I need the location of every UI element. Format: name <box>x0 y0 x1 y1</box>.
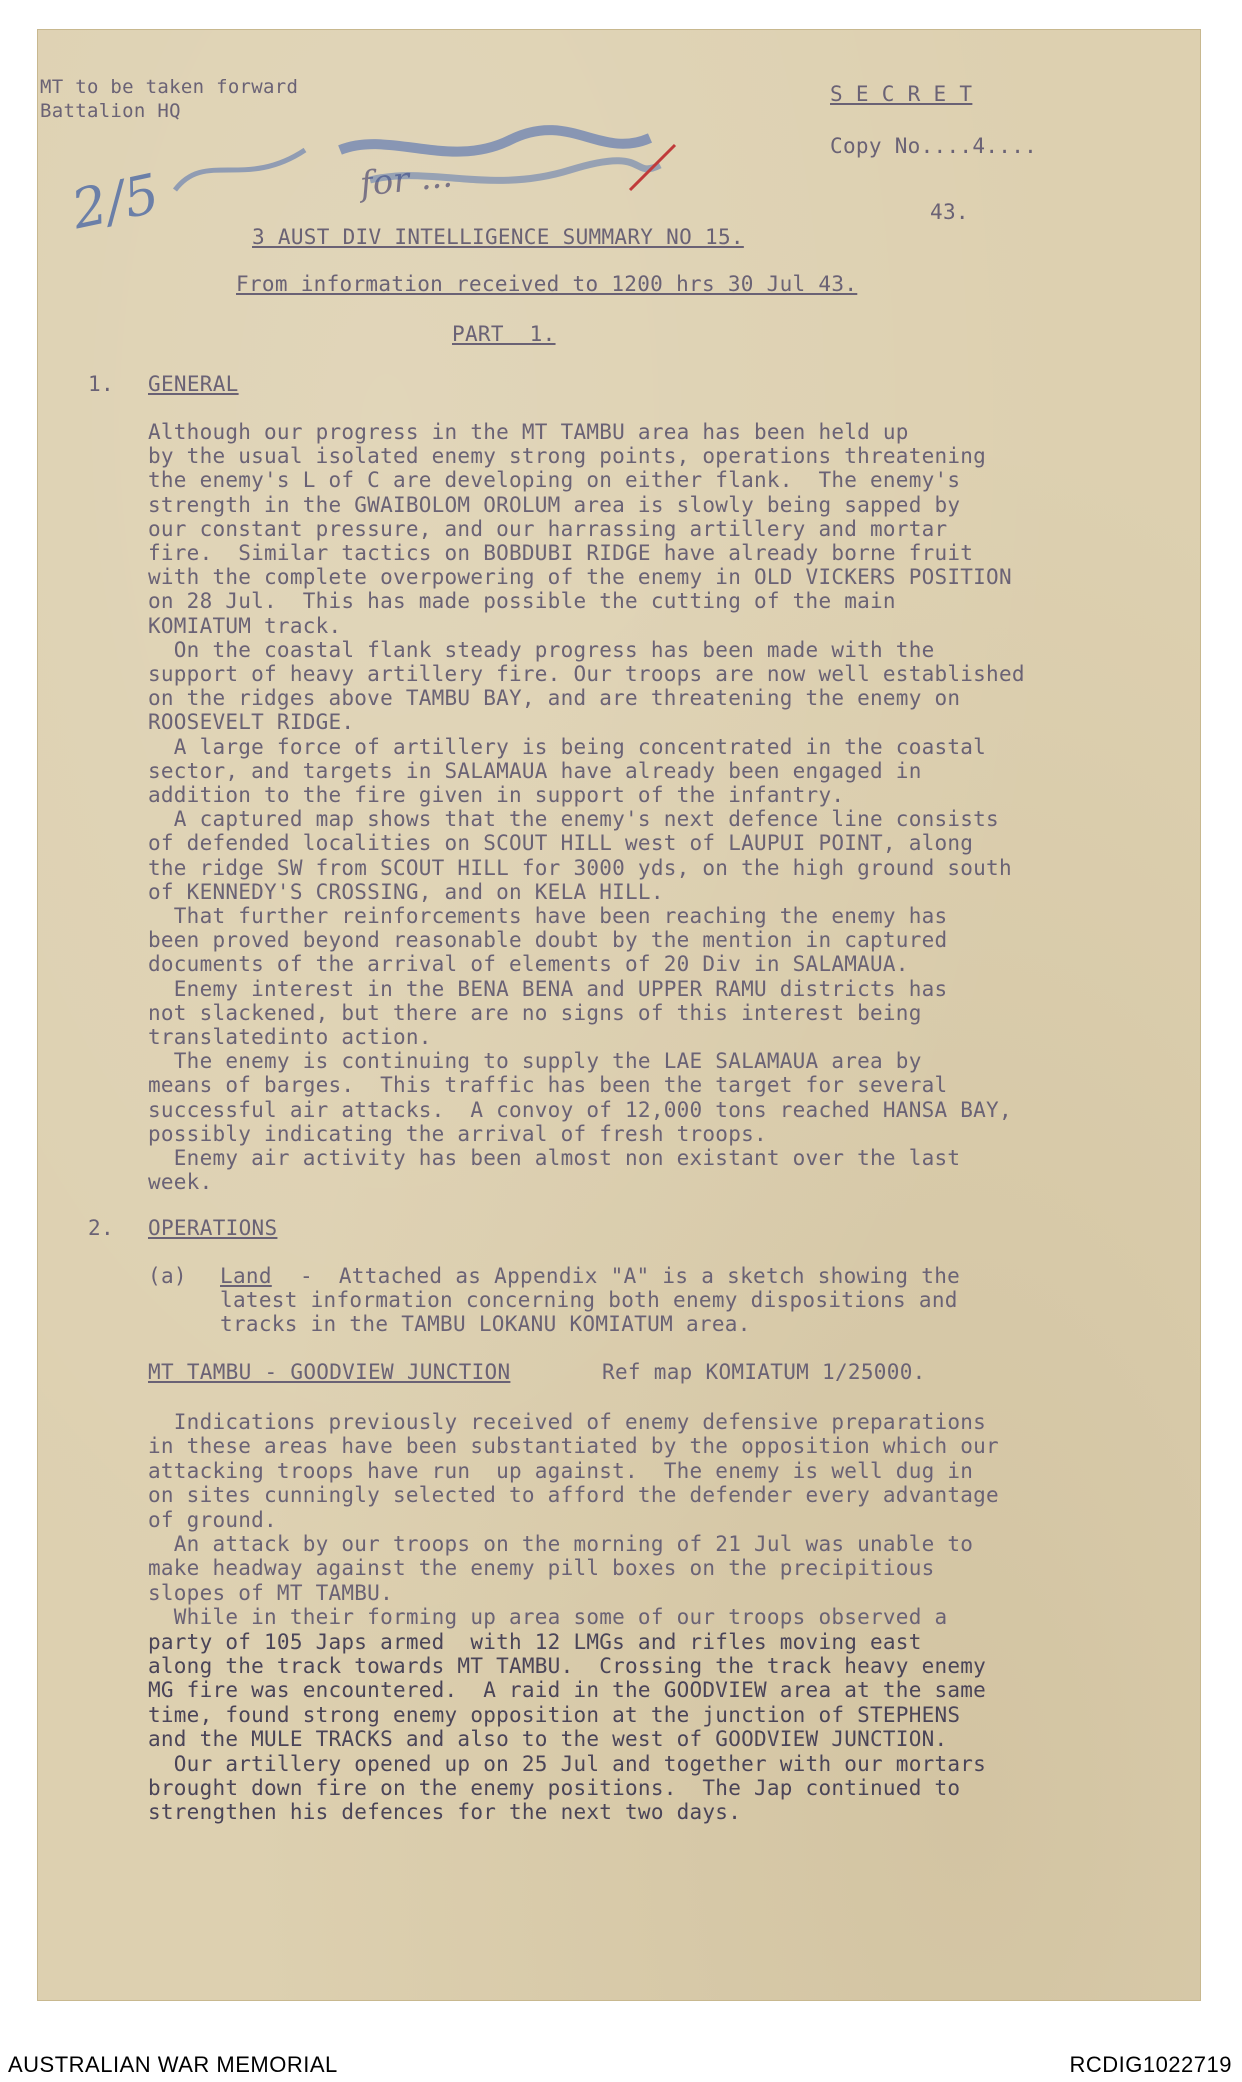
blue-pencil-scribble <box>330 110 690 220</box>
section-1-body-line-29: successful air attacks. A convoy of 12,000 tons reached HANSA BAY, <box>148 1097 1012 1122</box>
section-2-number: 2. <box>88 1216 114 1240</box>
section-2-body-line-7: make headway against the enemy pill boxes on the precipitious <box>148 1556 935 1581</box>
date-fragment: 43. <box>930 200 969 224</box>
section-1-heading: GENERAL <box>148 372 239 396</box>
section-2-body-line-10: party of 105 Japs armed with 12 LMGs and rifles moving east <box>148 1629 922 1654</box>
subsection-a-line-3: tracks in the TAMBU LOKANU KOMIATUM area. <box>220 1312 751 1336</box>
section-1-body-line-23: documents of the arrival of elements of 20 Div in SALAMAUA. <box>148 952 909 977</box>
section-1-body-line-16: addition to the fire given in support of the infantry. <box>148 783 845 807</box>
section-2-body-line-14: and the MULE TRACKS and also to the west of GOODVIEW JUNCTION. <box>148 1727 948 1752</box>
section-1-body-line-25: not slackened, but there are no signs of this interest being <box>148 1000 922 1025</box>
section-1-body-line-28: means of barges. This traffic has been the target for several <box>148 1073 948 1098</box>
subsection-a-line-1: - Attached as Appendix "A" is a sketch showing the <box>300 1264 961 1288</box>
section-1-body-line-14: A large force of artillery is being concentrated in the coastal <box>148 734 987 759</box>
section-2-body-line-15: Our artillery opened up on 25 Jul and together with our mortars <box>148 1751 987 1776</box>
section-1-body-line-15: sector, and targets in SALAMAUA have already been engaged in <box>148 758 922 783</box>
section-1-body-line-24: Enemy interest in the BENA BENA and UPPER RAMU districts has <box>148 976 948 1001</box>
corner-note-line-1: MT to be taken forward <box>40 76 299 98</box>
document-subtitle: From information received to 1200 hrs 30 Jul 43. <box>236 272 858 296</box>
section-1-body-line-11: support of heavy artillery fire. Our troops are now well established <box>148 662 1025 686</box>
section-1-body-line-17: A captured map shows that the enemy's next defence line consists <box>148 807 999 832</box>
section-2-heading: OPERATIONS <box>148 1216 278 1240</box>
security-classification: S E C R E T <box>830 82 973 106</box>
section-1-body-line-7: with the complete overpowering of the enemy in OLD VICKERS POSITION <box>148 565 1012 590</box>
section-1-body-line-9: KOMIATUM track. <box>148 613 342 638</box>
section-1-body-line-22: been proved beyond reasonable doubt by the mention in captured <box>148 928 948 953</box>
section-1-body-line-21: That further reinforcements have been reaching the enemy has <box>148 904 948 928</box>
section-2-body-line-2: in these areas have been substantiated by the opposition which our <box>148 1434 999 1459</box>
corner-note-line-2: Battalion HQ <box>40 100 181 122</box>
section-1-body-line-8: on 28 Jul. This has made possible the cutting of the main <box>148 589 896 614</box>
section-2-body-line-16: brought down fire on the enemy positions. The Jap continued to <box>148 1776 961 1800</box>
archive-reference: RCDIG1022719 <box>1069 2052 1232 2077</box>
section-2-body-line-3: attacking troops have run up against. The enemy is well dug in <box>148 1458 974 1483</box>
subsection-a-label: (a) <box>148 1264 187 1288</box>
document-title: 3 AUST DIV INTELLIGENCE SUMMARY NO 15. <box>252 225 744 249</box>
section-1-body-line-30: possibly indicating the arrival of fresh troops. <box>148 1121 767 1146</box>
operations-subheading: MT TAMBU - GOODVIEW JUNCTION <box>148 1360 511 1384</box>
section-2-body-line-8: slopes of MT TAMBU. <box>148 1580 393 1605</box>
section-2-body-line-17: strengthen his defences for the next two days. <box>148 1800 742 1825</box>
blue-pencil-mark <box>165 130 315 210</box>
section-1-body-line-1: Although our progress in the MT TAMBU area has been held up <box>148 420 909 444</box>
handwritten-number: 2/5 <box>66 161 165 242</box>
section-1-body-line-13: ROOSEVELT RIDGE. <box>148 710 355 735</box>
archive-credit: AUSTRALIAN WAR MEMORIAL <box>8 2052 338 2077</box>
section-1-body-line-26: translatedinto action. <box>148 1025 432 1049</box>
section-1-body-line-3: the enemy's L of C are developing on either flank. The enemy's <box>148 468 961 493</box>
section-2-body-line-5: of ground. <box>148 1507 277 1532</box>
part-heading: PART 1. <box>452 322 556 346</box>
subsection-a-line-2: latest information concerning both enemy dispositions and <box>220 1288 958 1312</box>
section-2-body-line-13: time, found strong enemy opposition at the junction of STEPHENS <box>148 1702 961 1727</box>
section-2-body-line-4: on sites cunningly selected to afford the defender every advantage <box>148 1483 999 1508</box>
section-1-body-line-31: Enemy air activity has been almost non existant over the last <box>148 1146 961 1170</box>
section-1-body-line-6: fire. Similar tactics on BOBDUBI RIDGE have already borne fruit <box>148 541 974 565</box>
section-2-body-line-6: An attack by our troops on the morning of 21 Jul was unable to <box>148 1532 974 1556</box>
section-1-body-line-10: On the coastal flank steady progress has been made with the <box>148 637 935 662</box>
section-1-body-line-12: on the ridges above TAMBU BAY, and are threatening the enemy on <box>148 686 961 711</box>
section-1-body-line-4: strength in the GWAIBOLOM OROLUM area is slowly being sapped by <box>148 492 961 517</box>
section-2-body-line-1: Indications previously received of enemy defensive preparations <box>148 1410 987 1434</box>
section-1-body-line-5: our constant pressure, and our harrassing artillery and mortar <box>148 516 948 541</box>
section-1-body-line-27: The enemy is continuing to supply the LAE SALAMAUA area by <box>148 1049 922 1074</box>
section-1-body-line-18: of defended localities on SCOUT HILL west of LAUPUI POINT, along <box>148 831 974 856</box>
section-1-body-line-19: the ridge SW from SCOUT HILL for 3000 yds, on the high ground south <box>148 855 1012 880</box>
section-2-body-line-9: While in their forming up area some of our troops observed a <box>148 1605 948 1630</box>
copy-number: Copy No....4.... <box>830 134 1038 158</box>
reference-map: Ref map KOMIATUM 1/25000. <box>602 1360 926 1384</box>
section-1-body-line-20: of KENNEDY'S CROSSING, and on KELA HILL. <box>148 879 664 904</box>
section-1-number: 1. <box>88 372 114 396</box>
subsection-a-title: Land <box>220 1264 272 1288</box>
section-1-body-line-32: week. <box>148 1170 213 1195</box>
section-2-body-line-12: MG fire was encountered. A raid in the GOODVIEW area at the same <box>148 1678 987 1703</box>
section-2-body-line-11: along the track towards MT TAMBU. Crossing the track heavy enemy <box>148 1654 987 1678</box>
handwritten-initials: for ... <box>358 155 455 205</box>
section-1-body-line-2: by the usual isolated enemy strong points, operations threatening <box>148 444 987 469</box>
